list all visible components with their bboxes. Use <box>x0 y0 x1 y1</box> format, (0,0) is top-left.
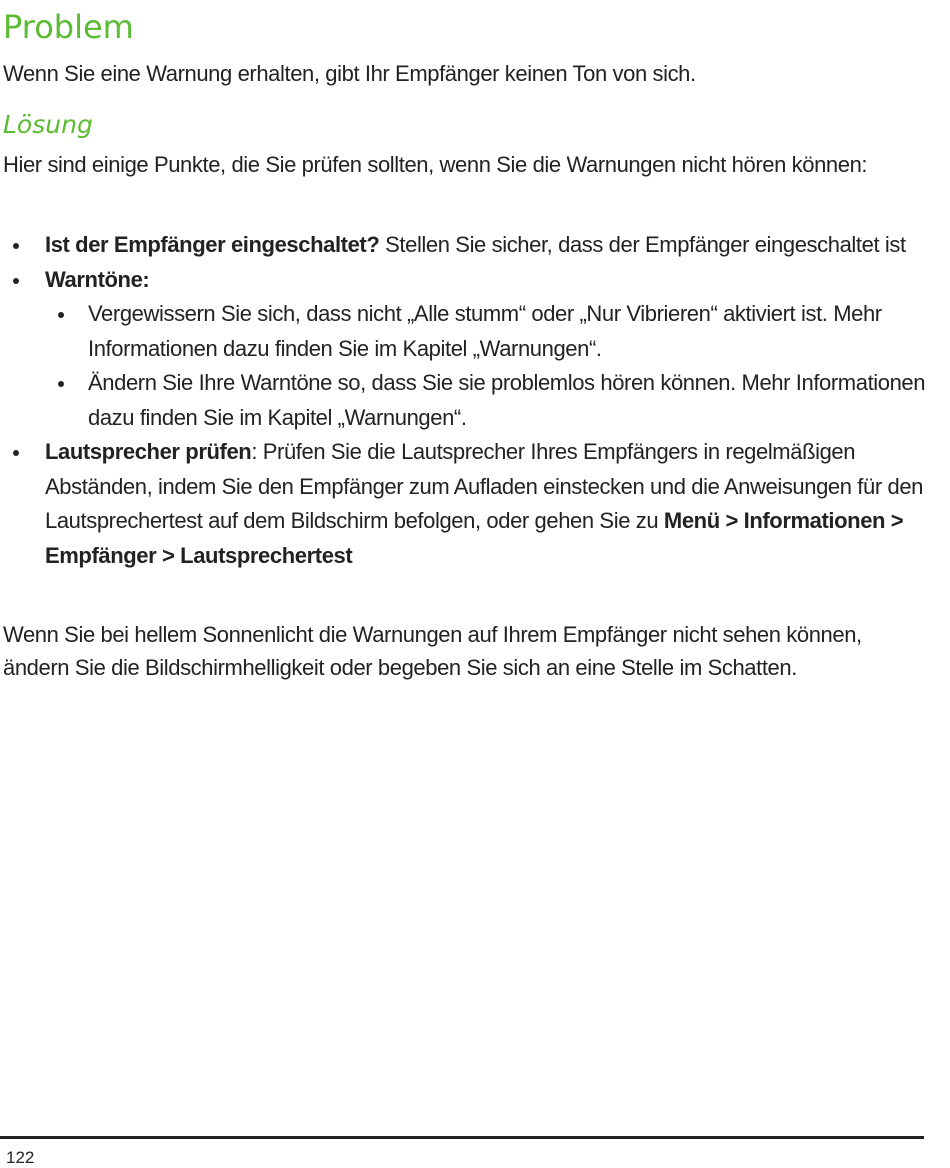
sub-list-item: Vergewissern Sie sich, dass nicht „Alle stumm“ oder „Nur Vibrieren“ aktiviert ist. Mehr Informationen dazu finden Sie im Kapitel „Warnungen“. <box>45 297 928 366</box>
bullet-title: Warntöne: <box>45 266 150 292</box>
sub-list-item: Ändern Sie Ihre Warntöne so, dass Sie sie problemlos hören können. Mehr Informationen dazu finden Sie im Kapitel „Warnungen“. <box>45 366 928 435</box>
solution-heading: Lösung <box>3 110 93 139</box>
closing-paragraph: Wenn Sie bei hellem Sonnenlicht die Warnungen auf Ihrem Empfänger nicht sehen können, ändern Sie die Bildschirmhelligkeit oder begeben Sie sich an eine Stelle im Schatten. <box>3 622 862 680</box>
bullet-text: : Prüfen Sie die Lautsprecher Ihres Empfängers in regelmäßigen Abständen, indem Sie den Empfänger zum Aufladen einstecken und die Anweisungen für den Lautsprechertest auf dem Bildschirm befolgen, oder gehen Sie zu <box>45 439 923 533</box>
bullet-title: Lautsprecher prüfen <box>45 439 252 464</box>
problem-text: Wenn Sie eine Warnung erhalten, gibt Ihr Empfänger keinen Ton von sich. <box>3 61 696 86</box>
bullet-title: Ist der Empfänger eingeschaltet? <box>45 232 380 257</box>
problem-heading: Problem <box>3 8 134 46</box>
alert-tones-sublist <box>45 297 928 435</box>
menu-path: Menü > Informationen > Empfänger > Lautsprechertest <box>45 508 904 568</box>
list-item-receiver-on <box>0 228 928 263</box>
footer-divider <box>0 1136 924 1139</box>
solution-checklist <box>0 228 928 573</box>
list-item-alert-tones <box>0 263 928 436</box>
solution-lead: Hier sind einige Punkte, die Sie prüfen sollten, wenn Sie die Warnungen nicht hören können: <box>3 152 868 177</box>
page-number: 122 <box>6 1148 35 1167</box>
list-item-speaker-check <box>0 435 928 573</box>
bullet-text: Stellen Sie sicher, dass der Empfänger eingeschaltet ist <box>379 232 906 257</box>
